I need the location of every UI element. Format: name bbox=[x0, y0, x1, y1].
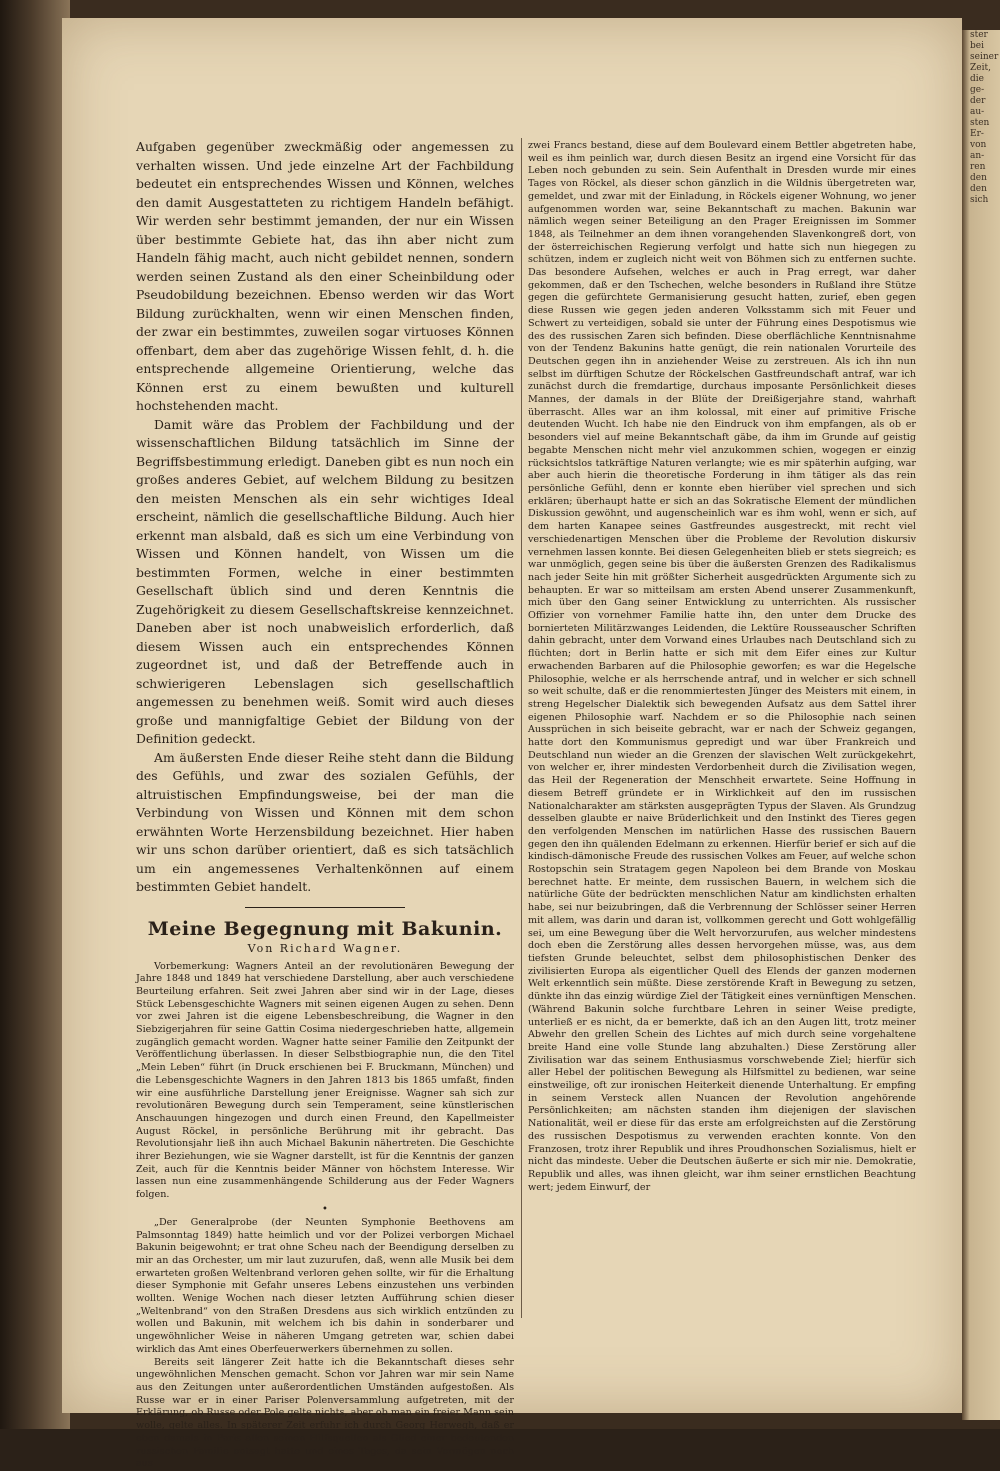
section-divider bbox=[245, 907, 405, 908]
paragraph: Aufgaben gegenüber zweckmäßig oder angemessen zu verhalten wissen. Und jede einzelne Art der Fachbildung bedeutet ein entsprechendes Wissen und Können, welches den damit Ausgestatteten zu richtigem Handeln befähigt. Wir werden sehr bestimmt jemanden, der nur ein Wissen über bestimmte Gebiete hat, das ihn aber nicht zum Handeln fähig macht, auch nicht gebildet nennen, sondern werden seinen Zustand als den einer Scheinbildung oder Pseudobildung bezeichnen. Ebenso werden wir das Wort Bildung zurückhalten, wenn wir einen Menschen finden, der zwar ein bestimmtes, zuweilen sogar virtuoses Können offenbart, dem aber das zugehörige Wissen fehlt, d. h. die entsprechende allgemeine Orientierung, welche das Können erst zu einem bewußten und kulturell hochstehenden macht. bbox=[136, 139, 514, 413]
separator-dot: • bbox=[322, 1203, 328, 1215]
facing-page-text: ster bei seiner Zeit, die ge- der au- sten Er- von an- ren den den sich bbox=[970, 30, 999, 205]
column-rule bbox=[521, 138, 522, 1318]
article-title: Meine Begegnung mit Bakunin. bbox=[147, 917, 503, 940]
preface: Vorbemerkung: Wagners Anteil an der revolutionären Bewegung der Jahre 1848 und 1849 hat verschiedene Darstellung, aber auch verschiedene Beurteilung erfahren. Seit zwei Jahren aber sind wir in der Lage, dieses Stück Lebensgeschichte Wagners mit seinen eigenen Augen zu sehen. Denn vor zwei Jahren ist die eigene Lebensbeschreibung, die Wagner in den Siebzigerjahren für seine Gattin Cosima niedergeschrieben hatte, allgemein zugänglich gemacht worden. Wagner hatte seiner Familie den Zeitpunkt der Veröffentlichung überlassen. In dieser Selbstbiographie nun, die den Titel „Mein Leben“ führt (in Druck erschienen bei F. Bruckmann, München) und die Lebensgeschichte Wagners in den Jahren 1813 bis 1865 umfaßt, finden wir eine ausführliche Darstellung jener Ereignisse. Wagner sah sich zur revolutionären Bewegung durch sein Temperament, seine künstlerischen Anschauungen hingezogen und durch einen Freund, den Kapellmeister August Röckel, in persönliche Berührung mit ihr gebracht. Das Revolutionsjahr ließ ihn auch Michael Bakunin nähertreten. Die Geschichte ihrer Beziehungen, wie sie Wagner darstellt, ist für die Kenntnis der ganzen Zeit, auch für die Kenntnis beider Männer von höchstem Interesse. Wir lassen nun eine zusammenhängende Schilderung aus der Feder Wagners folgen. bbox=[136, 960, 514, 1201]
story-continuation: zwei Francs bestand, diese auf dem Boulevard einem Bettler abgetreten habe, weil es ihm peinlich war, durch diesen Besitz an irgend eine Vorsicht für das Leben noch gebunden zu sein. Sein Aufenthalt in Dresden wurde mir eines Tages von Röckel, als dieser schon gänzlich in die Wildnis übergetreten war, gemeldet, und zwar mit der Einladung, in Röckels eigener Wohnung, wo jener aufgenommen worden war, seine Bekanntschaft zu machen. Bakunin war nämlich wegen seiner Beteiligung an den Prager Ereignissen im Sommer 1848, als Teilnehmer an dem ihnen vorangehenden Slavenkongreß dort, von der österreichischen Regierung verfolgt und hatte sich nun hiegegen zu schützen, indem er zugleich nicht weit von Böhmen sich zu entfernen suchte. Das besondere Aufsehen, welches er auch in Prag erregt, war daher gekommen, daß er den Tschechen, welche besonders in Rußland ihre Stütze gegen die gefürchtete Germanisierung gesucht hatten, zurief, eben gegen diese Russen wie gegen jeden anderen Volksstamm sich mit Feuer und Schwert zu verteidigen, sobald sie unter der Führung eines Despotismus wie des des russischen Zaren sich befinden. Diese oberflächliche Kenntnisnahme von der Tendenz Bakunins hatte genügt, die rein nationalen Vorurteile des Deutschen gegen ihn in anziehender Weise zu zerstreuen. Als ich ihn nun selbst im dürftigen Schutze der Röckelschen Gastfreundschaft antraf, war ich zunächst durch die fremdartige, durchaus imposante Persönlichkeit dieses Mannes, der damals in der Blüte der Dreißigerjahre stand, wahrhaft überrascht. Alles war an ihm kolossal, mit einer auf primitive Frische deutenden Wucht. Ich habe nie den Eindruck von ihm empfangen, als ob er besonders viel auf meine Bekanntschaft gäbe, da ihm im Grunde auf geistig begabte Menschen nicht mehr viel anzukommen schien, wogegen er einzig rücksichtslos tatkräftige Naturen verlangte; wie es mir späterhin aufging, war aber auch hierin die theoretische Forderung in ihm tätiger als das rein persönliche Gefühl, denn er konnte eben hierüber viel sprechen und sich erklären; überhaupt hatte er sich an das Sokratische Element der mündlichen Diskussion gewöhnt, und augenscheinlich war es ihm wohl, wenn er sich, auf dem harten Kanapee seines Gastfreundes ausgestreckt, mit recht viel verschiedenartigen Menschen über die Probleme der Revolution diskursiv vernehmen lassen konnte. Bei diesen Gelegenheiten blieb er stets siegreich; es war unmöglich, gegen seine bis über die äußersten Grenzen des Radikalismus nach jeder Seite hin mit größter Sicherheit ausgedrückten Argumente sich zu behaupten. Er war so mitteilsam am ersten Abend unserer Zusammenkunft, mich über den Gang seiner Entwicklung zu unterrichten. Als russischer Offizier von vornehmer Familie hatte ihn, den unter dem Drucke des bornierteten Militärzwanges Leidenden, die Lektüre Rousseauscher Schriften dahin gebracht, unter dem Vorwand eines Urlaubes nach Deutschland sich zu flüchten; dort in Berlin hatte er sich mit dem Eifer eines zur Kultur erwachenden Barbaren auf die Philosophie geworfen; es war die Hegelsche Philosophie, welche er als herrschende antraf, und in welcher er sich schnell so weit schulte, daß er die renommiertesten Jünger des Meisters mit einem, in streng Hegelscher Dialektik sich bewegenden Aufsatz aus dem Sattel ihrer eigenen Philosophie warf. Nachdem er so die Philosophie nach seinen Aussprüchen in sich beiseite gebracht, war er nach der Schweiz gegangen, hatte dort den Kommunismus gepredigt und war über Frankreich und Deutschland nun wieder an die Grenzen der slavischen Welt zurückgekehrt, von welcher er, ihrer mindesten Verdorbenheit durch die Zivilisation wegen, das Heil der Regeneration der Menschheit erwartete. Seine Hoffnung in diesem Betreff gründete er in Wirklichkeit auf den im russischen Nationalcharakter am stärksten ausgeprägten Typus der Slaven. Als Grundzug desselben glaubte er naive Brüderlichkeit und den Instinkt des Tieres gegen den verfolgenden Menschen im natürlichen Hasse des russischen Bauern gegen den ihn quälenden Edelmann zu erkennen. Hierfür berief er sich auf die kindisch-dämonische Freude des russischen Volkes am Feuer, auf welche schon Rostopschin sein Stratagem gegen Napoleon bei dem Brande von Moskau berechnet hatte. Er meinte, dem russischen Bauern, in welchem sich die natürliche Güte der bedrückten menschlichen Natur am kindlichsten erhalten habe, sei nur beizubringen, daß die Verbrennung der Schlösser seiner Herren mit allem, was darin und daran ist, vollkommen gerecht und Gott wohlgefällig sei, um eine Bewegung über die Welt hervorzurufen, aus welcher mindestens doch eben die Zerstörung alles dessen hervorgehen müsse, was, aus dem tiefsten Grunde beleuchtet, selbst dem philosophistischen Denker des zivilisierten Europa als eigentlicher Quell des Elends der ganzen modernen Welt erkenntlich sein müßte. Diese zerstörende Kraft in Bewegung zu setzen, dünkte ihn das einzig würdige Ziel der Tätigkeit eines vernünftigen Menschen. (Während Bakunin solche furchtbare Lehren in seiner Weise predigte, unterließ er es nicht, da er bemerkte, daß ich an den Augen litt, trotz meiner Abwehr den grellen Schein des Lichtes auf mich durch seine vorgehaltene breite Hand eine volle Stunde lang abzuhalten.) Diese Zerstörung aller Zivilisation war das seinem Enthusiasmus vorschwebende Ziel; hierfür sich aller Hebel der politischen Bewegung als Hilfsmittel zu bedienen, war seine einstweilige, oft zur ironischen Heiterkeit dienende Unterhaltung. Er empfing in seinem Versteck allen Nuancen der Revolution angehörende Persönlichkeiten; am nächsten standen ihm diejenigen der slavischen Nationalität, weil er diese für das erste am erfolgreichsten auf die Zerstörung des russischen Despotismus zu verwenden erachten konnte. Von den Franzosen, trotz ihrer Republik und ihres Proudhonschen Sozialismus, hielt er nicht das mindeste. Ueber die Deutschen äußerte er sich mir nie. Demokratie, Republik und alles, was ihnen gleicht, war ihm seiner ernstlichen Beachtung wert; jedem Einwurf, der bbox=[528, 140, 916, 1193]
story-paragraph: „Der Generalprobe (der Neunten Symphonie Beethovens am Palmsonntag 1849) hatte heimlich und vor der Polizei verborgen Michael Bakunin beigewohnt; er trat ohne Scheu nach der Beendigung derselben zu mir an das Orchester, um mir laut zuzurufen, daß, wenn alle Musik bei dem erwarteten großen Weltenbrand verloren gehen sollte, wir für die Erhaltung dieser Symphonie mit Gefahr unseres Lebens einzustehen uns verbinden wollten. Wenige Wochen nach dieser letzten Aufführung schien dieser „Weltenbrand“ von den Straßen Dresdens aus sich wirklich entzünden zu wollen und Bakunin, mit welchem ich bis dahin in sonderbarer und ungewöhnlicher Weise in näheren Umgang getreten war, schien dabei wirklich das Amt eines Oberfeuerwerkers übernehmen zu sollen. bbox=[136, 1216, 514, 1355]
paragraph: Am äußersten Ende dieser Reihe steht dann die Bildung des Gefühls, und zwar des sozialen Gefühls, der altruistischen Empfindungsweise, bei der man die Verbindung von Wissen und Können mit dem schon erwähnten Worte Herzensbildung bezeichnet. Hier haben wir uns schon darüber orientiert, daß es sich tatsächlich um ein angemessenes Verhaltenkönnen auf einem bestimmten Gebiet handelt. bbox=[136, 749, 514, 894]
right-column bbox=[528, 140, 916, 1194]
book-binding bbox=[0, 0, 70, 1429]
article-author: Von Richard Wagner. bbox=[247, 941, 403, 955]
story-paragraph: Bereits seit längerer Zeit hatte ich die Bekanntschaft dieses sehr ungewöhnlichen Menschen gemacht. Schon vor Jahren war mir sein Name aus den Zeitungen unter außerordentlichen Umständen aufgestoßen. Als Russe war er in einer Pariser Polenversammlung aufgetreten, mit der Erklärung, ob Russe oder Pole gelte nichts, aber ob man ein freier Mann sein wolle, gelte alles. In späterer Zeit erfuhr ich durch Georg Herwegh, daß er eben damals in Paris allen seinen Hilfsquellen als Glied einer bedeutenden russischen Familie entsagt hatte und eines Tages, da sein Vermögen noch aus bbox=[136, 1356, 514, 1470]
paragraph: Damit wäre das Problem der Fachbildung und der wissenschaftlichen Bildung tatsächlich im Sinne der Begriffsbestimmung erledigt. Daneben gibt es nun noch ein großes anderes Gebiet, auf welchem Bildung zu besitzen den meisten Menschen als ein sehr wichtiges Ideal erscheint, nämlich die gesellschaftliche Bildung. Auch hier erkennt man alsbald, daß es sich um eine Verbindung von Wissen und Können handelt, von Wissen um die bestimmten Formen, welche in einer bestimmten Gesellschaft üblich sind und deren Kenntnis die Zugehörigkeit zu diesem Gesellschaftskreise kennzeichnet. Daneben aber ist noch unabweislich erforderlich, daß diesem Wissen auch ein entsprechendes Können zugeordnet ist, und daß der Betreffende auch in schwierigeren Lebenslagen sich gesellschaftlich angemessen zu benehmen weiß. Somit wird auch dieses große und mannigfaltige Gebiet der Bildung von der Definition gedeckt. bbox=[136, 416, 514, 746]
facing-page-edge bbox=[962, 30, 1000, 1420]
left-column bbox=[136, 138, 514, 1471]
